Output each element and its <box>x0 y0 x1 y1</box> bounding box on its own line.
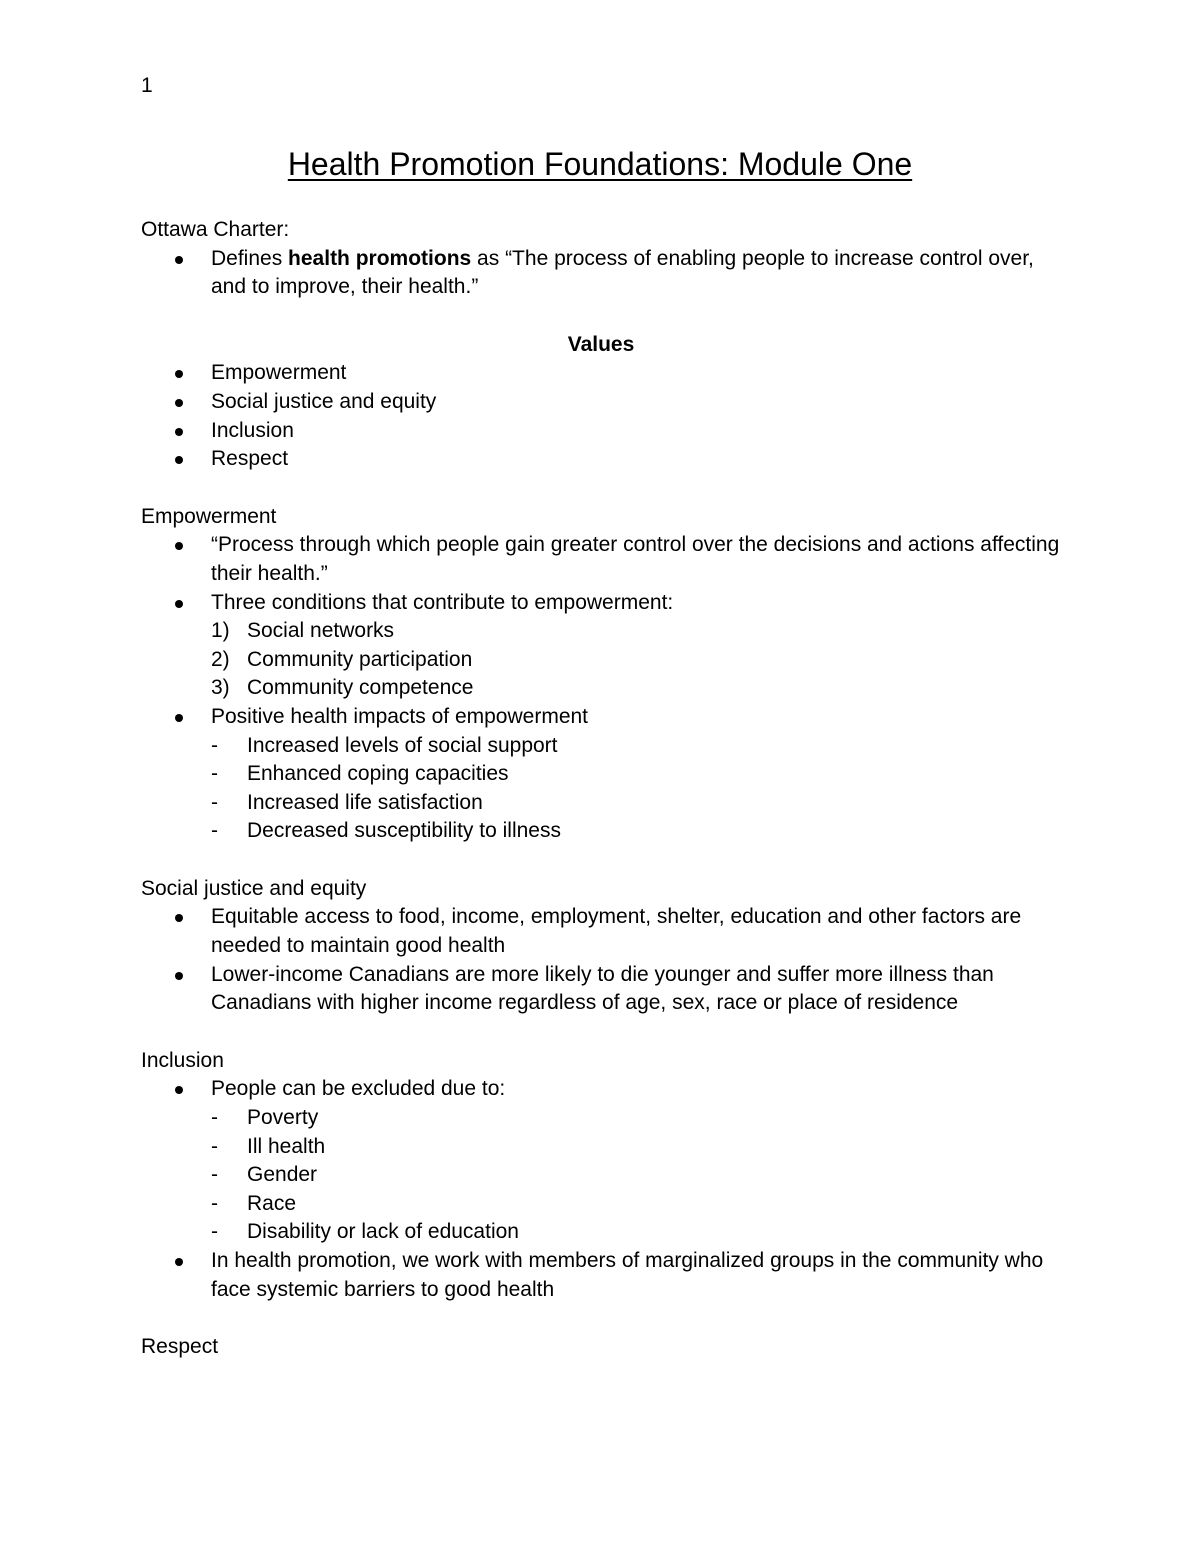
conditions-list <box>211 617 1061 703</box>
list-item: “Process through which people gain greater control over the decisions and actions affecting their health.” <box>141 531 1061 588</box>
bullet-icon <box>175 370 183 378</box>
list-item: People can be excluded due to: - Poverty - Ill health - Gender - Race - Disability or lack of education <box>141 1075 1061 1247</box>
list-item: Social justice and equity <box>141 388 1061 417</box>
list-item: 3) Community competence <box>211 676 474 700</box>
bullet-icon <box>175 399 183 407</box>
bullet-icon <box>175 428 183 436</box>
list-item: - Ill health <box>211 1134 326 1158</box>
bullet-icon <box>175 542 183 550</box>
bullet-icon <box>175 600 183 608</box>
bold-term: health promotions <box>288 246 472 270</box>
bullet-icon <box>175 1086 183 1094</box>
list-item: In health promotion, we work with members of marginalized groups in the community who face systemic barriers to good health <box>141 1247 1061 1304</box>
section-heading-inclusion: Inclusion <box>141 1048 224 1072</box>
list-item: Respect <box>141 445 1061 474</box>
section-heading-ottawa: Ottawa Charter: <box>141 218 290 241</box>
page-number: 1 <box>141 74 153 97</box>
list-item: - Increased levels of social support <box>211 733 558 757</box>
ottawa-list <box>141 245 1061 302</box>
section-heading-social-justice: Social justice and equity <box>141 876 367 900</box>
list-item: - Enhanced coping capacities <box>211 762 509 786</box>
bullet-icon <box>175 714 183 722</box>
list-item: - Race <box>211 1191 297 1215</box>
list-item: 2) Community participation <box>211 647 473 671</box>
bullet-icon <box>175 456 183 464</box>
bullet-icon <box>175 1258 183 1266</box>
impacts-list <box>211 732 1061 846</box>
social-justice-list <box>141 903 1061 1017</box>
bullet-icon <box>175 972 183 980</box>
section-heading-empowerment: Empowerment <box>141 504 277 528</box>
page-title: Health Promotion Foundations: Module One <box>287 146 913 182</box>
list-item: 1) Social networks <box>211 619 395 643</box>
values-list <box>141 359 1061 473</box>
empowerment-list <box>141 531 1061 846</box>
list-item: Equitable access to food, income, employment, shelter, education and other factors are needed to maintain good health <box>141 903 1061 960</box>
list-item: Empowerment <box>141 359 1061 388</box>
list-item: Lower-income Canadians are more likely to die younger and suffer more illness than Canadians with higher income regardless of age, sex, race or place of residence <box>141 961 1061 1018</box>
list-item: Three conditions that contribute to empowerment: 1) Social networks 2) Community participation 3) Community competence <box>141 589 1061 703</box>
list-item: Defines health promotions as “The process of enabling people to increase control over, and to improve, their health.” <box>141 245 1061 302</box>
inclusion-list <box>141 1075 1061 1304</box>
bullet-icon <box>175 914 183 922</box>
excluded-list <box>211 1104 1061 1247</box>
list-item: Inclusion <box>141 417 1061 446</box>
document-body <box>141 216 1061 1362</box>
list-item: - Decreased susceptibility to illness <box>211 819 561 843</box>
section-heading-respect: Respect <box>141 1335 219 1359</box>
list-item: Positive health impacts of empowerment - Increased levels of social support - Enhanced coping capacities - Increased life satisfaction - Decreased susceptibility to illness <box>141 703 1061 846</box>
list-item: - Gender <box>211 1163 318 1187</box>
list-item: - Increased life satisfaction <box>211 790 483 814</box>
bullet-icon <box>175 256 183 264</box>
list-item: - Disability or lack of education <box>211 1220 519 1244</box>
list-item: - Poverty <box>211 1106 319 1130</box>
values-heading: Values <box>567 332 635 356</box>
